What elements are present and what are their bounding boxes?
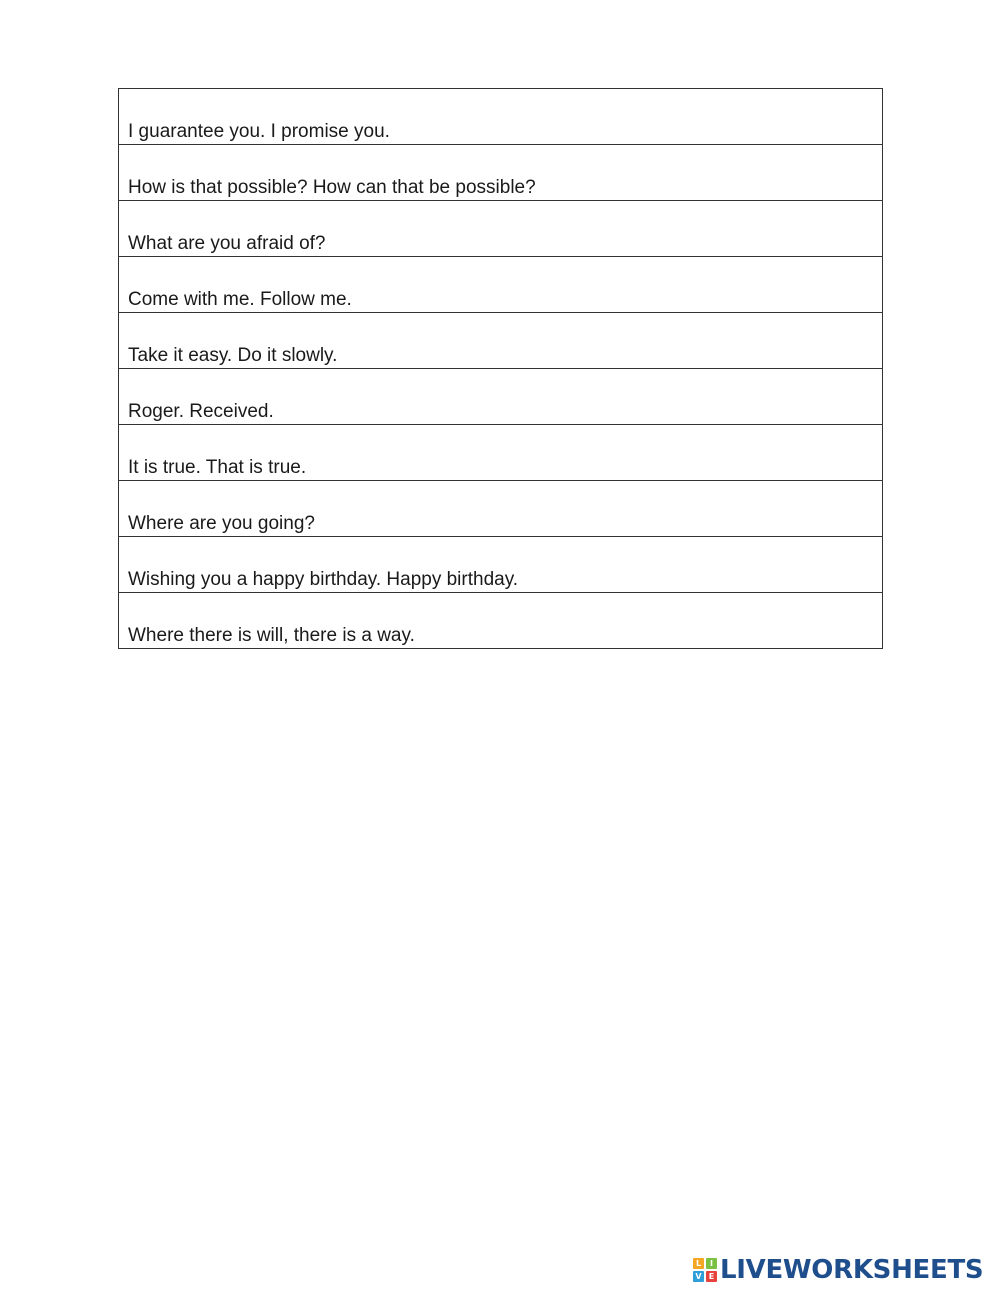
phrase-cell [119, 593, 883, 649]
table-row [119, 145, 883, 201]
phrase-text: How is that possible? How can that be possible? [128, 177, 536, 198]
phrase-cell [119, 313, 883, 369]
phrase-cell [119, 425, 883, 481]
logo-mark-tile: L [693, 1258, 704, 1269]
liveworksheets-logo [693, 1256, 983, 1284]
phrase-cell [119, 257, 883, 313]
phrase-text: What are you afraid of? [128, 233, 326, 254]
table-row [119, 313, 883, 369]
phrase-text: It is true. That is true. [128, 457, 307, 478]
phrase-cell [119, 145, 883, 201]
phrase-cell [119, 369, 883, 425]
table-row [119, 369, 883, 425]
table-row [119, 257, 883, 313]
phrase-table [118, 88, 883, 649]
logo-mark-icon [693, 1258, 717, 1282]
phrase-text: Where are you going? [128, 513, 315, 534]
table-row [119, 537, 883, 593]
phrase-text: Take it easy. Do it slowly. [128, 345, 338, 366]
table-row [119, 425, 883, 481]
phrase-text: Where there is will, there is a way. [128, 625, 415, 646]
phrase-cell [119, 201, 883, 257]
phrase-text: Roger. Received. [128, 401, 274, 422]
phrase-text: I guarantee you. I promise you. [128, 121, 390, 142]
table-row [119, 481, 883, 537]
table-row [119, 201, 883, 257]
table-row [119, 89, 883, 145]
logo-mark-tile: V [693, 1271, 704, 1282]
phrase-text: Wishing you a happy birthday. Happy birthday. [128, 569, 519, 590]
phrase-cell [119, 89, 883, 145]
logo-mark-tile: I [706, 1258, 717, 1269]
phrase-cell [119, 537, 883, 593]
phrase-cell [119, 481, 883, 537]
phrase-text: Come with me. Follow me. [128, 289, 352, 310]
logo-mark-tile: E [706, 1271, 717, 1282]
logo-text: LIVEWORKSHEETS [720, 1255, 984, 1285]
table-row [119, 593, 883, 649]
